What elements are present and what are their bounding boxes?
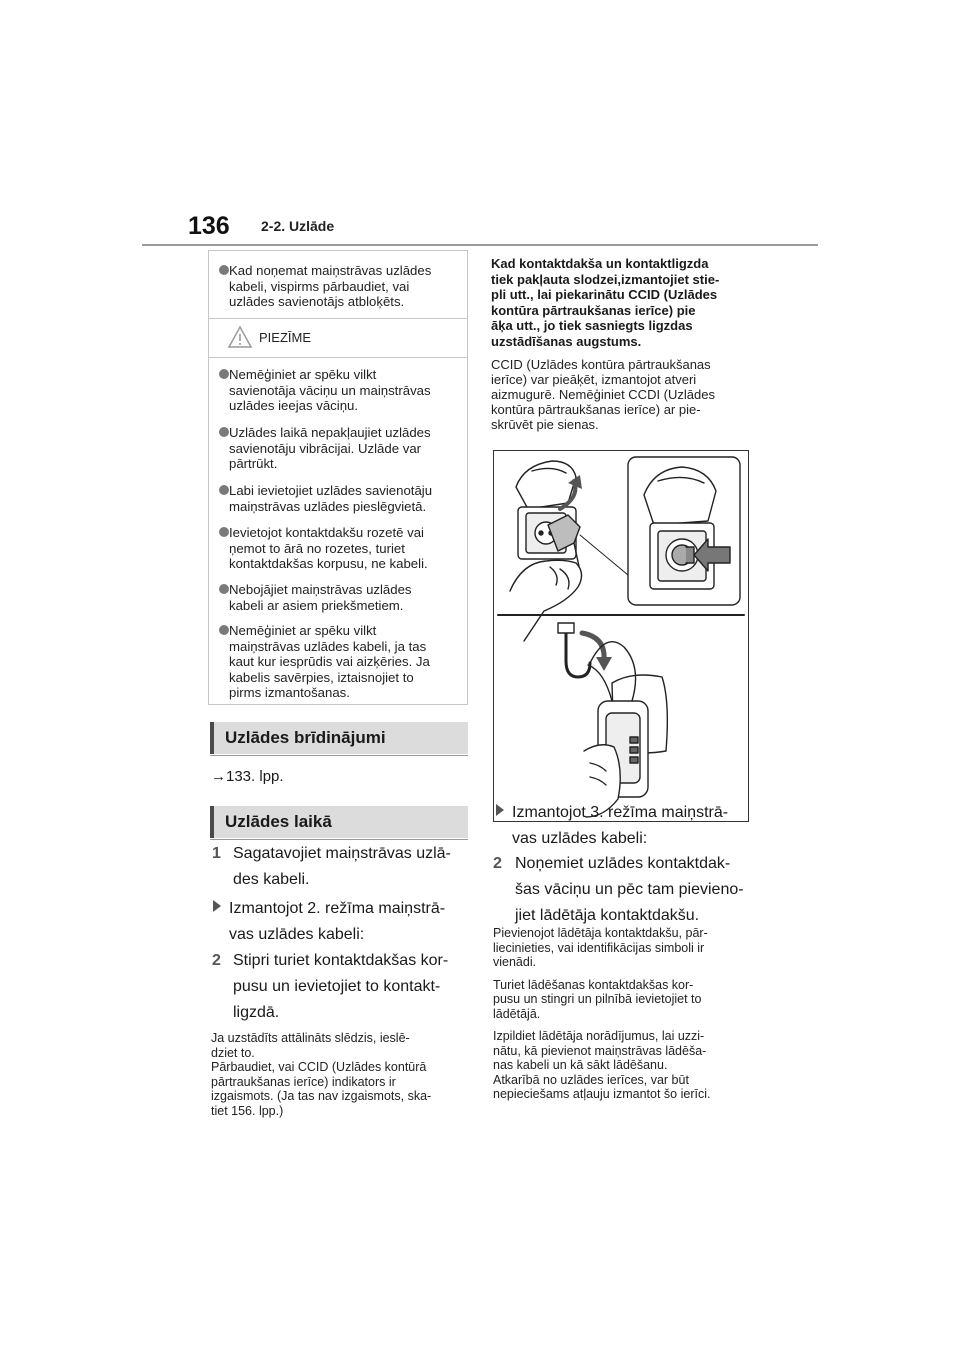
bullet-line: uzlādes ieejas vāciņu. [229, 398, 359, 414]
note-line: dziet to. [211, 1045, 255, 1060]
step-line: jiet lādētāja kontaktdakšu. [515, 907, 700, 924]
bullet-line: Nebojājiet maiņstrāvas uzlādes [229, 582, 412, 597]
arrow-line: Izmantojot 2. režīma maiņstrā- [229, 900, 446, 917]
step-line: pusu un ievietojiet to kontakt- [233, 978, 441, 995]
heading-charging-warnings [210, 722, 468, 754]
bullet-dot-icon [219, 265, 229, 275]
bullet-line: Nemēģiniet ar spēku vilkt [229, 367, 377, 382]
bold-line: Kad kontaktdakša un kontaktligzda [491, 256, 709, 271]
bullet-line: ņemot to ārā no rozetes, turiet [229, 540, 405, 556]
note-line: tiet 156. lpp.) [211, 1103, 284, 1118]
step-line: Stipri turiet kontaktdakšas kor- [233, 952, 449, 969]
arrow-bullet-icon [496, 804, 504, 816]
heading-text: Uzlādes brīdinājumi [225, 728, 386, 747]
bullet-dot-icon [219, 625, 229, 635]
step-2-notes-right [493, 926, 758, 1102]
note-bullet [219, 623, 459, 701]
note-line: Ja uzstādīts attālināts slēdzis, ieslē- [211, 1031, 410, 1045]
note-line: nepieciešams atļauju izmantot šo ierīci. [493, 1087, 711, 1101]
heading-underline [210, 839, 468, 840]
arrow-bullet-icon [213, 900, 221, 912]
charging-plug-illustration [494, 451, 748, 821]
bullet-line: kabelis savērpies, iztaisnojiet to [229, 669, 414, 685]
bold-line: āķa utt., jo tiek sasniegts ligzdas [491, 318, 693, 334]
bold-line: kontūra pārtraukšanas ierīce) pie [491, 302, 696, 318]
bullet-dot-icon [219, 369, 229, 379]
step-1-text [233, 841, 468, 893]
note-line: Atkarībā no uzlādes ierīces, var būt [493, 1072, 689, 1087]
step-2-text [233, 948, 468, 1026]
bullet-line: kaut kur iesprūdis vai aizķēries. Ja [229, 654, 430, 670]
note-line: nātu, kā pievienot maiņstrāvas lādēša- [493, 1043, 707, 1058]
bullet-line: maiņstrāvas uzlādes kabeli, ja tas [229, 638, 427, 654]
bullet-line: maiņstrāvas uzlādes pieslēgvietā. [229, 498, 427, 514]
step-2-number-right: 2 [493, 855, 502, 872]
note-header [209, 318, 467, 358]
note-bullet [219, 483, 459, 514]
step-line: ligzdā. [233, 1004, 280, 1021]
bullet-line: kabeli, vispirms pārbaudiet, vai [229, 278, 410, 294]
mode-3-cable-item [496, 800, 756, 852]
heading-during-charging [210, 806, 468, 838]
charging-illustration [493, 450, 749, 822]
ccid-paragraph [491, 357, 756, 432]
heading-text: Uzlādes laikā [225, 812, 332, 831]
bullet-line: uzlādes savienotājs atbloķēts. [229, 294, 405, 310]
step-2-notes [211, 1031, 468, 1118]
note-line: liecinieties, vai identifikācijas simboli ir [493, 940, 705, 955]
section-title: 2-2. Uzlāde [261, 218, 335, 234]
bullet-line: kontaktdakšas korpusu, ne kabeli. [229, 556, 428, 572]
bullet-dot-icon [219, 584, 229, 594]
para-line: ierīce) var pieāķēt, izmantojot atveri [491, 372, 697, 387]
bullet-line: savienotāju vibrācijai. Uzlāde var [229, 440, 422, 456]
note-label: PIEZĪME [259, 330, 312, 345]
arrow-line: vas uzlādes kabeli: [229, 926, 365, 943]
caution-box [208, 250, 468, 705]
bullet-line: Kad noņemat maiņstrāvas uzlādes [229, 263, 432, 278]
note-bullet [219, 582, 459, 613]
step-2-number: 2 [212, 952, 221, 969]
heading-underline [210, 755, 468, 756]
ccid-bold-paragraph [491, 256, 756, 350]
note-bullet [219, 425, 459, 472]
bullet-line: Uzlādes laikā nepakļaujiet uzlādes [229, 425, 431, 440]
step-line: Sagatavojiet maiņstrāvas uzlā- [233, 845, 451, 862]
para-line: skrūvēt pie sienas. [491, 417, 599, 432]
note-bullet [219, 525, 459, 572]
note-line: vienādi. [493, 955, 537, 969]
para-line: kontūra pārtraukšanas ierīce) ar pie- [491, 402, 701, 417]
mode-2-cable-item [213, 896, 468, 948]
bullet-line: savienotāja vāciņu un maiņstrāvas [229, 382, 431, 398]
bullet-dot-icon [219, 427, 229, 437]
note-bullet [219, 367, 459, 414]
bold-line: tiek pakļauta slodzei,izmantojiet stie- [491, 271, 720, 287]
step-1-number: 1 [212, 845, 221, 862]
bold-line: uzstādīšanas augstums. [491, 333, 642, 349]
note-line: izgaismots. (Ja tas nav izgaismots, ska- [211, 1089, 432, 1103]
note-line: Pievienojot lādētāja kontaktdakšu, pār- [493, 926, 708, 940]
note-line: pusu un stingri un pilnībā ievietojiet to [493, 992, 702, 1006]
bullet-line: pārtrūkt. [229, 456, 278, 472]
para-line: CCID (Uzlādes kontūra pārtraukšanas [491, 357, 711, 372]
bullet-dot-icon [219, 485, 229, 495]
header-rule [142, 244, 818, 246]
step-2-text-right [515, 851, 760, 929]
bullet-line: Nemēģiniet ar spēku vilkt [229, 623, 377, 638]
step-line: Noņemiet uzlādes kontaktdak- [515, 855, 731, 872]
note-line: nas kabeli un kā sākt lādēšanu. [493, 1058, 668, 1072]
note-line: Turiet lādēšanas kontaktdakšas kor- [493, 977, 694, 992]
para-line: aizmugurē. Nemēģiniet CCDI (Uzlādes [491, 387, 715, 402]
page-number: 136 [188, 212, 230, 240]
note-line: lādētājā. [493, 1006, 541, 1021]
bold-line: pli utt., lai piekarinātu CCID (Uzlādes [491, 287, 718, 303]
step-line: šas vāciņu un pēc tam pievieno- [515, 881, 744, 898]
bullet-line: kabeli ar asiem priekšmetiem. [229, 597, 404, 613]
bullet-line: Labi ievietojiet uzlādes savienotāju [229, 483, 433, 498]
caution-bullet [219, 263, 459, 310]
bullet-dot-icon [219, 527, 229, 537]
page-reference-link[interactable]: →133. lpp. [211, 768, 284, 785]
step-line: des kabeli. [233, 871, 310, 888]
note-line: Izpildiet lādētāja norādījumus, lai uzzi- [493, 1029, 705, 1043]
bullet-line: pirms izmantošanas. [229, 685, 350, 701]
warning-triangle-icon [227, 325, 253, 349]
arrow-line: Izmantojot 3. režīma maiņstrā- [512, 804, 729, 821]
note-line: pārtraukšanas ierīce) indikators ir [211, 1074, 396, 1089]
arrow-line: vas uzlādes kabeli: [512, 830, 648, 847]
bullet-line: Ievietojot kontaktdakšu rozetē vai [229, 525, 424, 540]
note-line: Pārbaudiet, vai CCID (Uzlādes kontūrā [211, 1060, 427, 1074]
